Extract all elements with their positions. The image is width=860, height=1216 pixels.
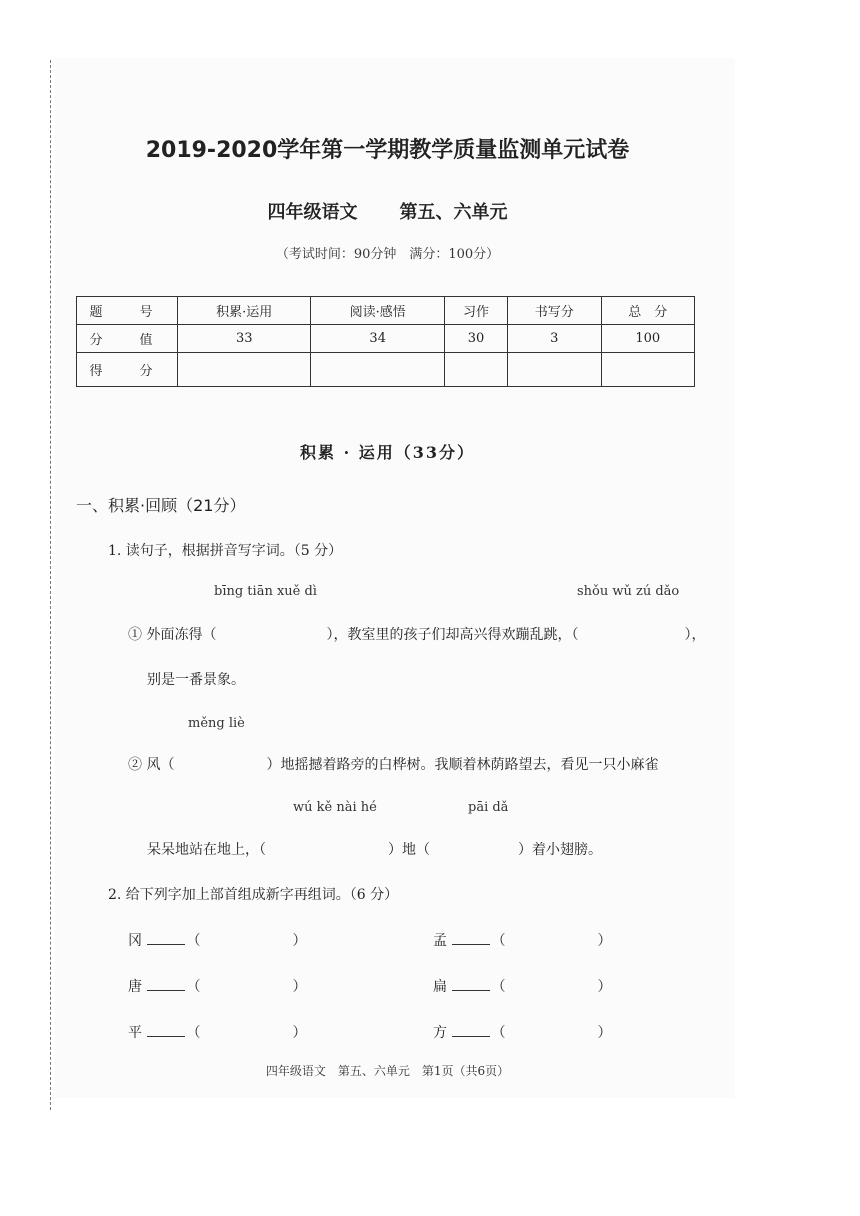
q2-item (433, 930, 611, 950)
text-segment: （ (491, 933, 506, 949)
table-cell: 阅读·感悟 (311, 297, 444, 325)
section-title: 积累 · 运用（33分） (300, 443, 475, 462)
text-segment: ）， (684, 627, 706, 643)
q2-item (433, 976, 611, 996)
q1-sentence-1-cont: 别是一番景象。 (147, 672, 245, 688)
page-footer: 四年级语文 第五、六单元 第1页（共6页） (265, 1064, 510, 1078)
q1-sentence-2-cont (147, 839, 602, 859)
q2-item (128, 1022, 306, 1042)
table-cell: 33 (178, 325, 311, 353)
table-cell: 得 分 (77, 353, 178, 387)
table-cell: 书写分 (508, 297, 601, 325)
radical-blank[interactable] (452, 978, 490, 991)
text-segment: （ (186, 1025, 201, 1041)
grade-label: 四年级语文 (267, 202, 358, 223)
table-cell: 分 值 (77, 325, 178, 353)
text-segment: ），教室里的孩子们却高兴得欢蹦乱跳，（ (326, 627, 579, 643)
exam-title: 2019-2020学年第一学期教学质量监测单元试卷 (145, 138, 630, 163)
q2-char: 冈 (128, 933, 142, 949)
score-input-cell[interactable] (601, 353, 695, 387)
radical-blank[interactable] (452, 932, 490, 945)
score-input-cell[interactable] (178, 353, 311, 387)
q2-item (128, 976, 306, 996)
table-cell: 3 (508, 325, 601, 353)
text-segment: ）地（ (388, 842, 430, 858)
text-segment: ） (292, 1025, 307, 1041)
text-segment: ） (597, 933, 612, 949)
q2-char: 扁 (433, 979, 447, 995)
q2-char: 孟 (433, 933, 447, 949)
text-segment: ）地摇撼着路旁的白桦树。我顺着林荫路望去，看见一只小麻雀 (266, 757, 659, 773)
pinyin-wu-ke-nai-he: wú kě nài hé (293, 800, 377, 815)
score-table-value-row (77, 325, 695, 353)
pinyin-shou-wu-zu-dao: shǒu wǔ zú dǎo (577, 584, 680, 599)
q2-item (128, 930, 306, 950)
table-cell: 30 (444, 325, 507, 353)
text-segment: ① 外面冻得（ (128, 627, 217, 643)
text-segment: ）着小翅膀。 (518, 842, 602, 858)
q1-sentence-2 (128, 754, 658, 774)
table-cell: 题 号 (77, 297, 178, 325)
text-segment: （ (491, 1025, 506, 1041)
radical-blank[interactable] (147, 1024, 185, 1037)
radical-blank[interactable] (452, 1024, 490, 1037)
table-cell: 积累·运用 (178, 297, 311, 325)
score-table-header-row (77, 297, 695, 325)
pinyin-bing-tian-xue-di: bīng tiān xuě dì (214, 584, 317, 599)
text-segment: ② 风（ (128, 757, 175, 773)
score-input-cell[interactable] (508, 353, 601, 387)
q2-char: 平 (128, 1025, 142, 1041)
pinyin-pai-da: pāi dǎ (468, 800, 509, 815)
score-table-score-row (77, 353, 695, 387)
text-segment: （ (186, 979, 201, 995)
table-cell: 100 (601, 325, 695, 353)
q1-sentence-1 (128, 624, 705, 644)
score-input-cell[interactable] (311, 353, 444, 387)
q2-char: 唐 (128, 979, 142, 995)
text-segment: ） (292, 979, 307, 995)
text-segment: （ (491, 979, 506, 995)
text-segment: （ (186, 933, 201, 949)
table-cell: 34 (311, 325, 444, 353)
unit-label: 第五、六单元 (399, 202, 508, 223)
q2-char: 方 (433, 1025, 447, 1041)
question-2-stem: 2. 给下列字加上部首组成新字再组词。（6 分） (108, 887, 399, 903)
table-cell: 总 分 (601, 297, 695, 325)
exam-info: （考试时间：90分钟 满分：100分） (275, 247, 500, 262)
text-segment: 呆呆地站在地上，（ (147, 842, 266, 858)
text-segment: ） (597, 979, 612, 995)
text-segment: ） (597, 1025, 612, 1041)
radical-blank[interactable] (147, 978, 185, 991)
score-input-cell[interactable] (444, 353, 507, 387)
exam-subtitle (0, 198, 775, 224)
table-cell: 习作 (444, 297, 507, 325)
text-segment: ） (292, 933, 307, 949)
radical-blank[interactable] (147, 932, 185, 945)
score-table (76, 296, 695, 387)
part-title: 一、积累·回顾（21分） (76, 496, 246, 515)
q2-item (433, 1022, 611, 1042)
pinyin-meng-lie: měng liè (188, 716, 245, 731)
question-1-stem: 1. 读句子，根据拼音写字词。（5 分） (108, 543, 343, 559)
